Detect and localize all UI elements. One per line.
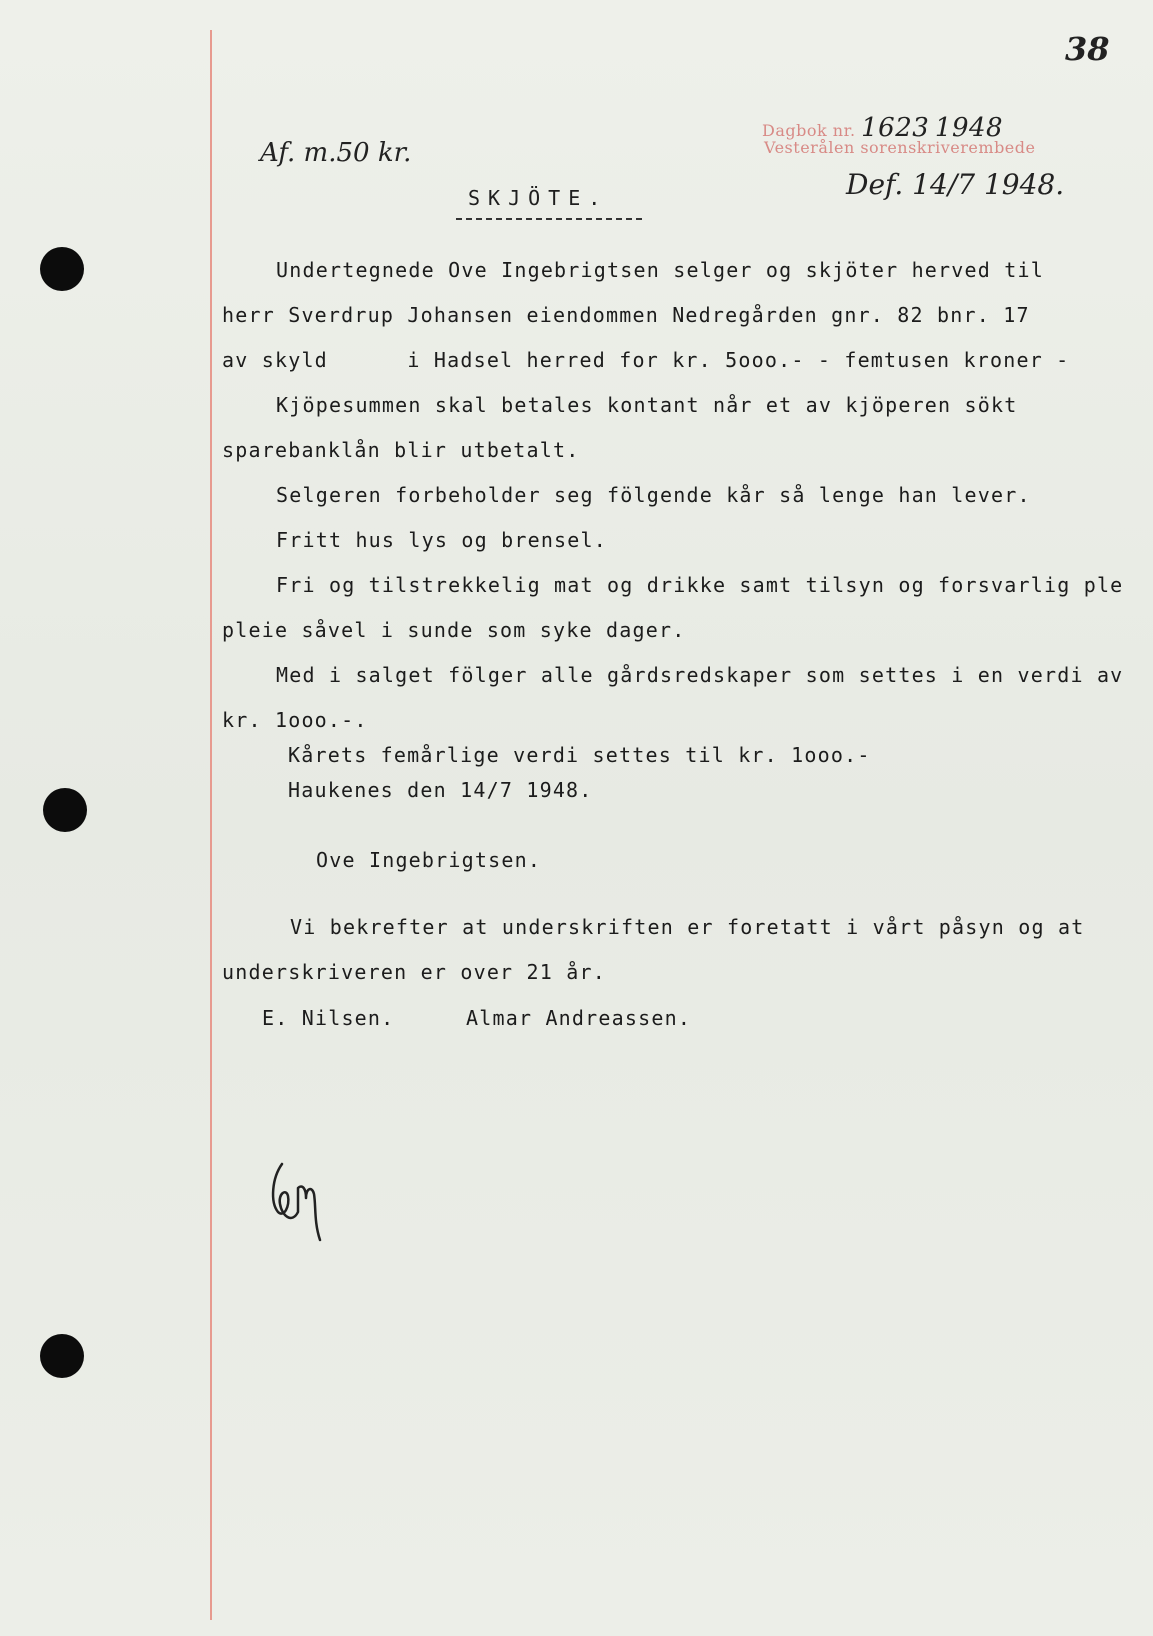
punch-hole — [40, 247, 84, 291]
body-line: Undertegnede Ove Ingebrigtsen selger og skjöter herved til — [276, 258, 1044, 282]
witness-name: E. Nilsen. — [262, 1006, 395, 1030]
body-line: Med i salget fölger alle gårdsredskaper som settes i en verdi av — [276, 663, 1124, 687]
tinglyst-note: Def. 14/7 1948. — [846, 168, 1065, 201]
body-line: av skyld i Hadsel herred for kr. 5ooo.- - femtusen kroner - — [222, 348, 1070, 372]
witness-statement-line: Vi bekrefter at underskriften er foretatt i vårt påsyn og at — [290, 915, 1085, 939]
margin-fee-note: Af. m.50 kr. — [260, 138, 412, 168]
page-number: 38 — [1065, 30, 1110, 68]
stamp-year: 1948 — [934, 113, 1004, 143]
handwritten-initials — [268, 1158, 328, 1248]
witness-name: Almar Andreassen. — [466, 1006, 692, 1030]
body-line: sparebanklån blir utbetalt. — [222, 438, 580, 462]
margin-rule — [210, 30, 212, 1620]
body-line: Fritt hus lys og brensel. — [276, 528, 608, 552]
registry-stamp-line2: Vesterålen sorenskriverembede — [764, 138, 1036, 157]
body-line: Fri og tilstrekkelig mat og drikke samt tilsyn og forsvarlig ple — [276, 573, 1124, 597]
witness-statement-line: underskriveren er over 21 år. — [222, 960, 606, 984]
body-line: Kårets femårlige verdi settes til kr. 1ooo.- — [288, 743, 871, 767]
body-line: Kjöpesummen skal betales kontant når et av kjöperen sökt — [276, 393, 1018, 417]
body-line: Selgeren forbeholder seg fölgende kår så lenge han lever. — [276, 483, 1031, 507]
punch-hole — [40, 1334, 84, 1378]
stamp-number: 1623 — [861, 113, 930, 143]
body-line: kr. 1ooo.-. — [222, 708, 368, 732]
punch-hole — [43, 788, 87, 832]
seller-signature-name: Ove Ingebrigtsen. — [316, 848, 542, 872]
document-title: SKJÖTE. — [468, 186, 609, 210]
body-line: herr Sverdrup Johansen eiendommen Nedregården gnr. 82 bnr. 17 — [222, 303, 1030, 327]
body-line: pleie såvel i sunde som syke dager. — [222, 618, 686, 642]
stamp-prefix: Dagbok nr. — [762, 121, 856, 140]
place-date-line: Haukenes den 14/7 1948. — [288, 778, 593, 802]
title-underline — [456, 218, 642, 220]
